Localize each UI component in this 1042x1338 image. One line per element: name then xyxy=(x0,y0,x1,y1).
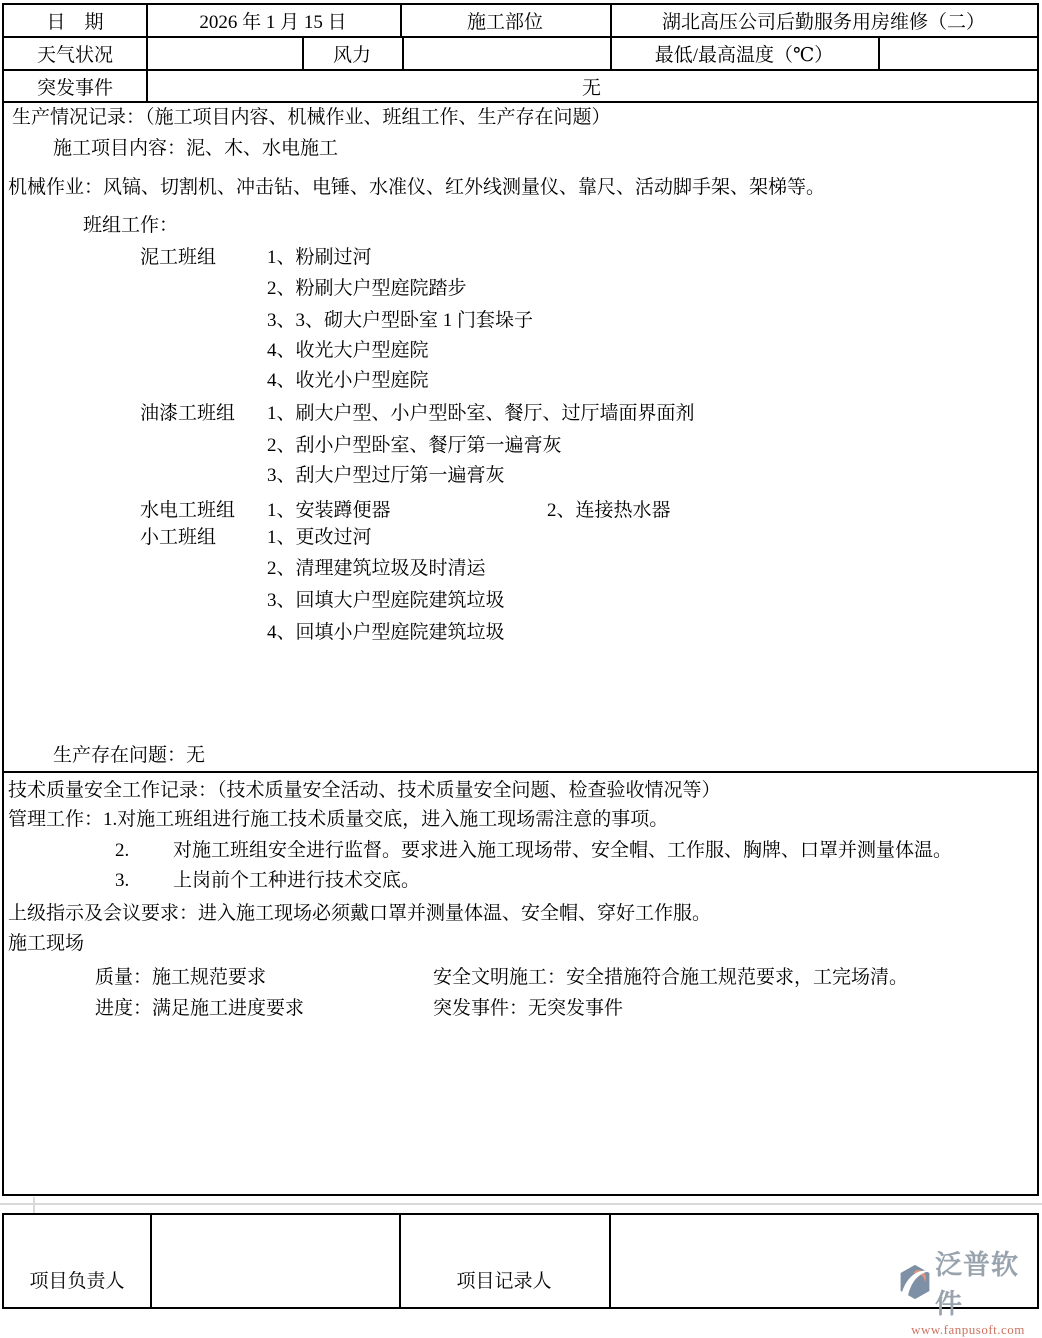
incident-value: 无 xyxy=(581,77,601,99)
superior-instructions-line: 上级指示及会议要求：进入施工现场必须戴口罩并测量体温、安全帽、穿好工作服。 xyxy=(8,903,712,924)
weather-value-field[interactable] xyxy=(146,38,302,69)
team-task-line: 3、回填大户型庭院建筑垃圾 xyxy=(267,590,505,611)
project-content-line: 施工项目内容：泥、木、水电施工 xyxy=(53,138,339,159)
project-recorder-label: 项目记录人 xyxy=(456,1271,552,1292)
team-name: 小工班组 xyxy=(140,527,217,548)
team-task-line: 4、回填小户型庭院建筑垃圾 xyxy=(267,622,505,643)
site-incident-line: 突发事件：无突发事件 xyxy=(433,998,624,1019)
date-value: 2026 年 1 月 15 日 xyxy=(199,12,347,33)
team-task-line: 1、刷大户型、小户型卧室、餐厅、过厅墙面界面剂 xyxy=(267,403,695,424)
management-item-number: 3. xyxy=(115,870,130,891)
management-item-text: 对施工班组安全进行监督。要求进入施工现场带、安全帽、工作服、胸牌、口罩并测量体温。 xyxy=(173,840,953,861)
team-task-line: 2、清理建筑垃圾及时清运 xyxy=(267,558,486,579)
machinery-line: 机械作业：风镐、切割机、冲击钻、电锤、水准仪、红外线测量仪、靠尺、活动脚手架、架梯等。 xyxy=(8,177,826,198)
quality-line: 质量：施工规范要求 xyxy=(95,967,267,988)
fanpu-logo-icon xyxy=(897,1264,933,1300)
gridline-vertical xyxy=(33,1197,35,1213)
team-name: 泥工班组 xyxy=(140,247,217,268)
production-problems-line: 生产存在问题：无 xyxy=(53,745,206,766)
team-task-line: 3、3、砌大户型卧室 1 门套垛子 xyxy=(267,310,534,331)
construction-site-label: 施工部位 xyxy=(466,12,543,33)
construction-site-value: 湖北高压公司后勤服务用房维修（二） xyxy=(661,12,985,33)
team-task-line: 2、粉刷大户型庭院踏步 xyxy=(267,278,467,299)
incident-label: 突发事件 xyxy=(36,77,113,99)
team-task-line: 1、粉刷过河 xyxy=(267,247,372,268)
team-task-line: 4、收光大户型庭院 xyxy=(267,340,429,361)
civilized-safety-line: 安全文明施工：安全措施符合施工规范要求，工完场清。 xyxy=(433,967,909,988)
progress-line: 进度：满足施工进度要求 xyxy=(95,998,305,1019)
team-name: 水电工班组 xyxy=(140,500,236,521)
team-name: 油漆工班组 xyxy=(140,403,236,424)
project-manager-label: 项目负责人 xyxy=(29,1271,125,1292)
project-manager-signature-field[interactable] xyxy=(150,1215,399,1307)
temperature-label: 最低/最高温度（℃） xyxy=(654,45,834,66)
fanpu-logo-text: 泛普软件 xyxy=(935,1250,1019,1319)
team-task-line: 1、更改过河 xyxy=(267,527,372,548)
team-work-label: 班组工作： xyxy=(83,215,179,236)
team-task-line: 1、安装蹲便器 xyxy=(267,500,391,521)
team-task-line: 3、刮大户型过厅第一遍膏灰 xyxy=(267,465,505,486)
gridline-horizontal xyxy=(0,1203,1042,1205)
fanpu-logo xyxy=(897,1243,1039,1338)
site-section-label: 施工现场 xyxy=(8,933,85,954)
weather-label: 天气状况 xyxy=(36,45,113,66)
management-item-number: 2. xyxy=(115,840,130,861)
team-task-line: 2、连接热水器 xyxy=(547,500,671,521)
management-item-text: 上岗前个工种进行技术交底。 xyxy=(173,870,421,891)
temperature-value-field[interactable] xyxy=(878,38,1037,69)
wind-value-field[interactable] xyxy=(402,38,610,69)
team-task-line: 4、收光小户型庭院 xyxy=(267,370,429,391)
management-line-1: 管理工作：1.对施工班组进行施工技术质量交底，进入施工现场需注意的事项。 xyxy=(8,809,669,830)
production-record-title: 生产情况记录：（施工项目内容、机械作业、班组工作、生产存在问题） xyxy=(12,107,611,128)
section-divider xyxy=(2,771,1039,773)
team-task-line: 2、刮小户型卧室、餐厅第一遍膏灰 xyxy=(267,435,562,456)
wind-label: 风力 xyxy=(332,45,371,66)
fanpu-logo-url[interactable]: www.fanpusoft.com xyxy=(911,1322,1025,1337)
technical-record-title: 技术质量安全工作记录：（技术质量安全活动、技术质量安全问题、检查验收情况等） xyxy=(8,780,721,801)
row-divider xyxy=(2,101,1039,103)
date-label: 日 期 xyxy=(46,12,104,33)
